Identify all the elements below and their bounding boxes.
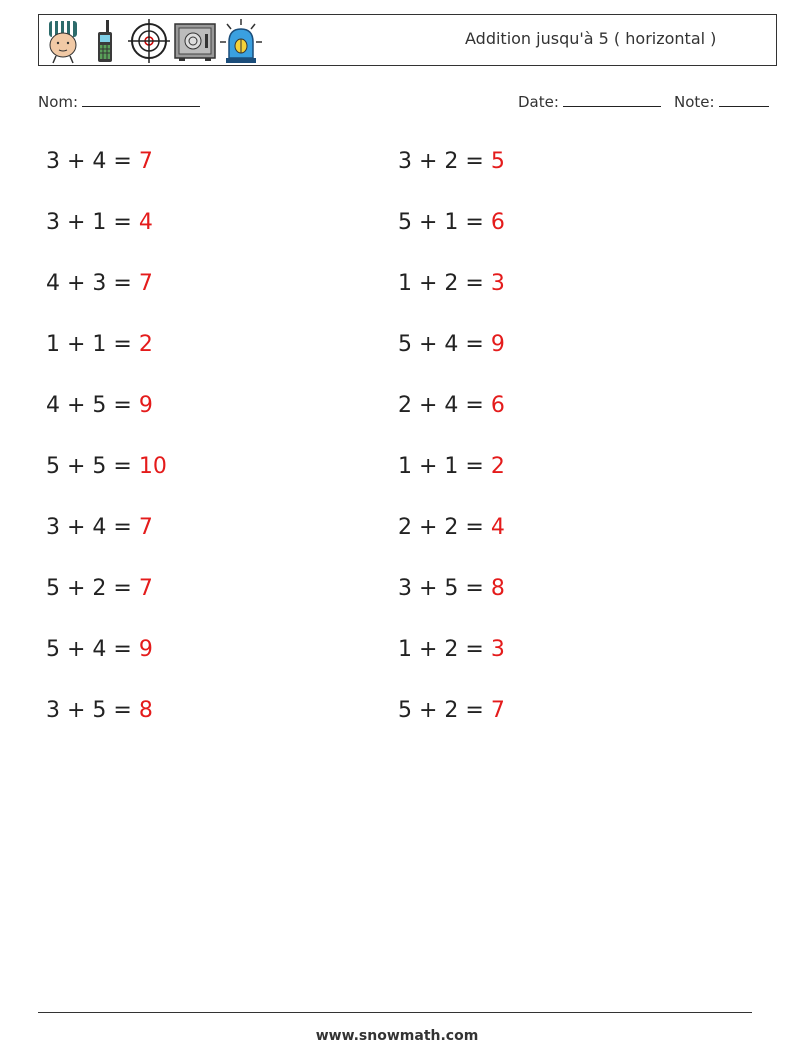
safe-icon <box>173 18 217 64</box>
problem-item: 2 + 4 = 6 <box>398 393 505 418</box>
answer: 9 <box>138 637 153 662</box>
problem-item: 5 + 5 = 10 <box>46 454 167 479</box>
worksheet-title: Addition jusqu'à 5 ( horizontal ) <box>465 29 717 48</box>
answer: 7 <box>138 271 153 296</box>
crosshair-icon <box>127 18 171 64</box>
header-icons <box>43 18 263 64</box>
grade-label: Note: <box>674 93 715 111</box>
problem-item: 5 + 2 = 7 <box>46 576 153 601</box>
grade-line[interactable] <box>719 92 769 107</box>
answer: 9 <box>138 393 153 418</box>
problem-item: 3 + 2 = 5 <box>398 149 505 174</box>
answer: 5 <box>490 149 505 174</box>
problem-item: 1 + 2 = 3 <box>398 637 505 662</box>
problem-item: 1 + 2 = 3 <box>398 271 505 296</box>
answer: 3 <box>490 637 505 662</box>
date-line[interactable] <box>563 92 661 107</box>
answer: 2 <box>138 332 153 357</box>
walkie-talkie-icon <box>85 18 125 64</box>
problem-item: 3 + 4 = 7 <box>46 515 153 540</box>
answer: 8 <box>138 698 153 723</box>
answer: 7 <box>138 149 153 174</box>
answer: 8 <box>490 576 505 601</box>
date-field[interactable] <box>518 92 661 111</box>
problem-item: 5 + 1 = 6 <box>398 210 505 235</box>
problem-item: 3 + 5 = 8 <box>398 576 505 601</box>
answer: 7 <box>490 698 505 723</box>
name-field[interactable] <box>38 92 200 111</box>
name-line[interactable] <box>82 92 200 107</box>
siren-icon <box>219 18 263 64</box>
footer-url[interactable]: www.snowmath.com <box>315 1028 479 1044</box>
problem-item: 5 + 2 = 7 <box>398 698 505 723</box>
answer: 10 <box>138 454 167 479</box>
name-label: Nom: <box>38 93 79 111</box>
answer: 2 <box>490 454 505 479</box>
answer: 4 <box>490 515 505 540</box>
date-label: Date: <box>518 93 559 111</box>
problem-item: 4 + 3 = 7 <box>46 271 153 296</box>
problem-item: 1 + 1 = 2 <box>398 454 505 479</box>
problem-item: 1 + 1 = 2 <box>46 332 153 357</box>
problem-item: 2 + 2 = 4 <box>398 515 505 540</box>
answer: 3 <box>490 271 505 296</box>
footer-divider <box>38 1012 752 1013</box>
grade-field[interactable] <box>674 92 769 111</box>
worksheet-header <box>38 14 777 66</box>
problem-item: 4 + 5 = 9 <box>46 393 153 418</box>
problem-item: 5 + 4 = 9 <box>398 332 505 357</box>
answer: 6 <box>490 210 505 235</box>
problem-item: 3 + 4 = 7 <box>46 149 153 174</box>
answer: 4 <box>138 210 153 235</box>
answer: 7 <box>138 515 153 540</box>
problem-item: 5 + 4 = 9 <box>46 637 153 662</box>
problem-item: 3 + 5 = 8 <box>46 698 153 723</box>
answer: 9 <box>490 332 505 357</box>
answer: 6 <box>490 393 505 418</box>
problem-item: 3 + 1 = 4 <box>46 210 153 235</box>
answer: 7 <box>138 576 153 601</box>
prisoner-icon <box>43 18 83 64</box>
